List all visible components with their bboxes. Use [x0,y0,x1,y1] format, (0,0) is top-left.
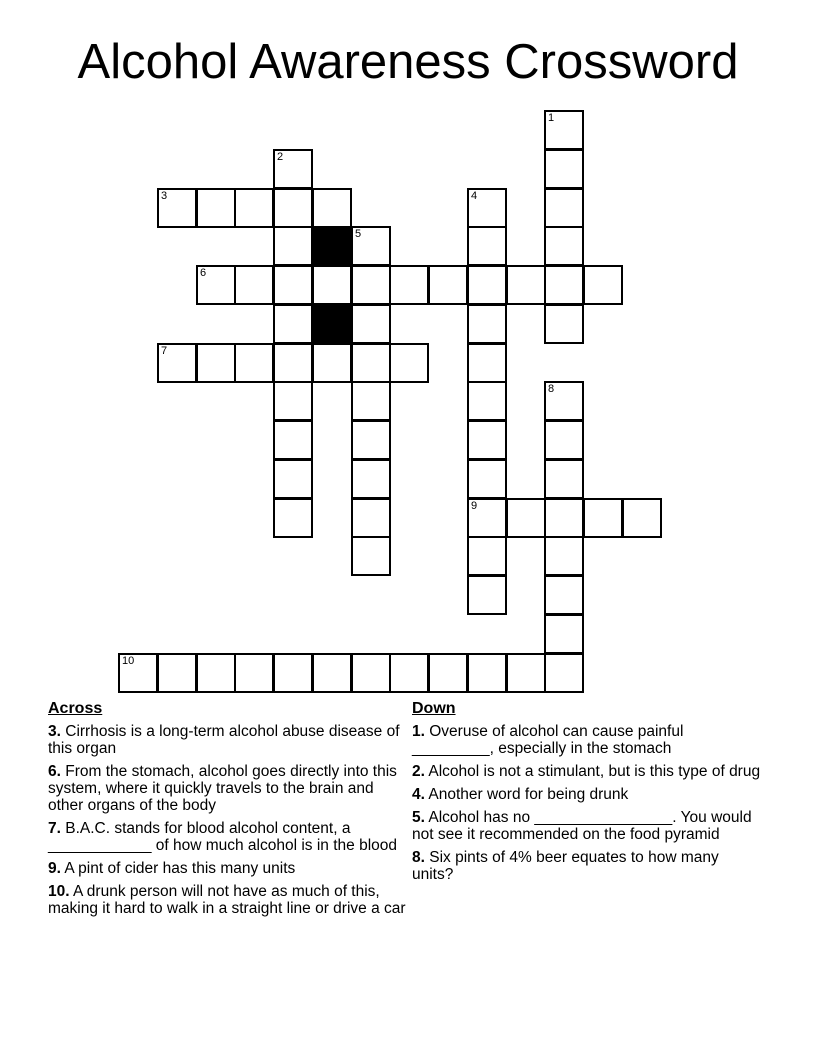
across-clue-9 [48,860,408,877]
down-clue-1 [412,723,762,757]
grid-cell[interactable] [351,653,391,693]
grid-cell[interactable] [467,498,507,538]
grid-cell[interactable] [351,226,391,266]
grid-cell[interactable] [544,459,584,499]
across-clue-6 [48,763,408,814]
across-clue-7 [48,820,408,854]
grid-cell[interactable] [467,265,507,305]
grid-cell[interactable] [312,653,352,693]
grid-cell[interactable] [622,498,662,538]
grid-cell[interactable] [234,188,274,228]
grid-cell[interactable] [506,265,546,305]
clue-number: 8. [412,849,425,866]
grid-cell[interactable] [389,653,429,693]
grid-cell[interactable] [467,381,507,421]
grid-cell[interactable] [467,420,507,460]
clue-text: A drunk person will not have as much of this, making it hard to walk in a straight line or drive a car [48,883,406,917]
clue-number: 10. [48,883,70,900]
grid-cell[interactable] [196,265,236,305]
grid-cell[interactable] [273,498,313,538]
grid-cell[interactable] [273,304,313,344]
grid-cell[interactable] [351,536,391,576]
grid-cell[interactable] [544,381,584,421]
grid-cell[interactable] [234,265,274,305]
black-square [312,226,352,266]
across-heading: Across [48,700,103,717]
clue-text: Cirrhosis is a long-term alcohol abuse disease of this organ [48,723,400,757]
grid-cell[interactable] [157,188,197,228]
clue-number: 7. [48,820,61,837]
grid-cell[interactable] [467,653,507,693]
clue-text: A pint of cider has this many units [60,860,296,877]
clue-number: 6. [48,763,61,780]
clue-text: Alcohol is not a stimulant, but is this type of drug [424,763,761,780]
clue-number-label: 7 [161,345,168,357]
clue-number: 9. [48,860,61,877]
grid-cell[interactable] [506,498,546,538]
grid-cell[interactable] [583,265,623,305]
grid-cell[interactable] [351,265,391,305]
grid-cell[interactable] [351,459,391,499]
grid-cell[interactable] [157,653,197,693]
grid-cell[interactable] [428,265,468,305]
grid-cell[interactable] [273,343,313,383]
clue-number-label: 8 [548,383,555,395]
clue-text: Six pints of 4% beer equates to how many units? [412,849,719,883]
grid-cell[interactable] [351,381,391,421]
clue-number-label: 1 [548,112,555,124]
grid-cell[interactable] [273,381,313,421]
down-clue-5 [412,809,762,843]
grid-cell[interactable] [467,459,507,499]
grid-cell[interactable] [351,304,391,344]
clue-number: 4. [412,786,425,803]
clue-number-label: 3 [161,190,168,202]
clue-number: 5. [412,809,425,826]
grid-cell[interactable] [157,343,197,383]
grid-cell[interactable] [351,420,391,460]
grid-cell[interactable] [389,343,429,383]
grid-cell[interactable] [312,343,352,383]
grid-cell[interactable] [312,265,352,305]
grid-cell[interactable] [273,149,313,189]
grid-cell[interactable] [273,653,313,693]
clue-number-label: 6 [200,267,207,279]
grid-cell[interactable] [312,188,352,228]
grid-cell[interactable] [428,653,468,693]
down-clues [412,700,762,889]
grid-cell[interactable] [273,420,313,460]
clue-number-label: 2 [277,151,284,163]
grid-cell[interactable] [467,536,507,576]
grid-cell[interactable] [583,498,623,538]
clue-number-label: 10 [122,655,135,667]
down-heading: Down [412,700,456,717]
page-title: Alcohol Awareness Crossword [77,35,739,89]
grid-cell[interactable] [273,459,313,499]
black-square [312,304,352,344]
grid-cell[interactable] [544,653,584,693]
clue-number-label: 5 [355,228,362,240]
grid-cell[interactable] [467,304,507,344]
grid-cell[interactable] [234,653,274,693]
grid-cell[interactable] [351,343,391,383]
grid-cell[interactable] [196,653,236,693]
grid-cell[interactable] [544,110,584,150]
grid-cell[interactable] [544,536,584,576]
down-clue-8 [412,849,762,883]
grid-cell[interactable] [118,653,158,693]
down-clue-4 [412,786,762,803]
down-clue-2 [412,763,762,780]
clue-text: B.A.C. stands for blood alcohol content, a ____________ of how much alcohol is in the blood [48,820,398,854]
clue-number: 1. [412,723,425,740]
grid-cell[interactable] [273,265,313,305]
grid-cell[interactable] [196,343,236,383]
grid-cell[interactable] [544,304,584,344]
grid-cell[interactable] [196,188,236,228]
grid-cell[interactable] [467,575,507,615]
grid-cell[interactable] [544,149,584,189]
grid-cell[interactable] [389,265,429,305]
grid-cell[interactable] [544,420,584,460]
clue-text: Another word for being drunk [424,786,629,803]
grid-cell[interactable] [467,226,507,266]
across-clue-3 [48,723,408,757]
clue-number-label: 4 [471,190,478,202]
grid-cell[interactable] [544,575,584,615]
grid-cell[interactable] [544,265,584,305]
clue-number: 2. [412,763,425,780]
clue-text: Alcohol has no ________________. You would not see it recommended on the food pyramid [412,809,752,843]
grid-cell[interactable] [544,614,584,654]
clue-text: Overuse of alcohol can cause painful _________, especially in the stomach [412,723,684,757]
grid-cell[interactable] [544,188,584,228]
grid-cell[interactable] [273,188,313,228]
clue-number-label: 9 [471,500,478,512]
grid-cell[interactable] [234,343,274,383]
grid-cell[interactable] [467,188,507,228]
grid-cell[interactable] [544,498,584,538]
grid-cell[interactable] [467,343,507,383]
grid-cell[interactable] [351,498,391,538]
across-clue-10 [48,883,408,917]
across-clues [48,700,408,923]
clue-number: 3. [48,723,61,740]
grid-cell[interactable] [544,226,584,266]
grid-cell[interactable] [506,653,546,693]
grid-cell[interactable] [273,226,313,266]
clue-text: From the stomach, alcohol goes directly into this system, where it quickly travels to the brain and other organs of the body [48,763,397,814]
